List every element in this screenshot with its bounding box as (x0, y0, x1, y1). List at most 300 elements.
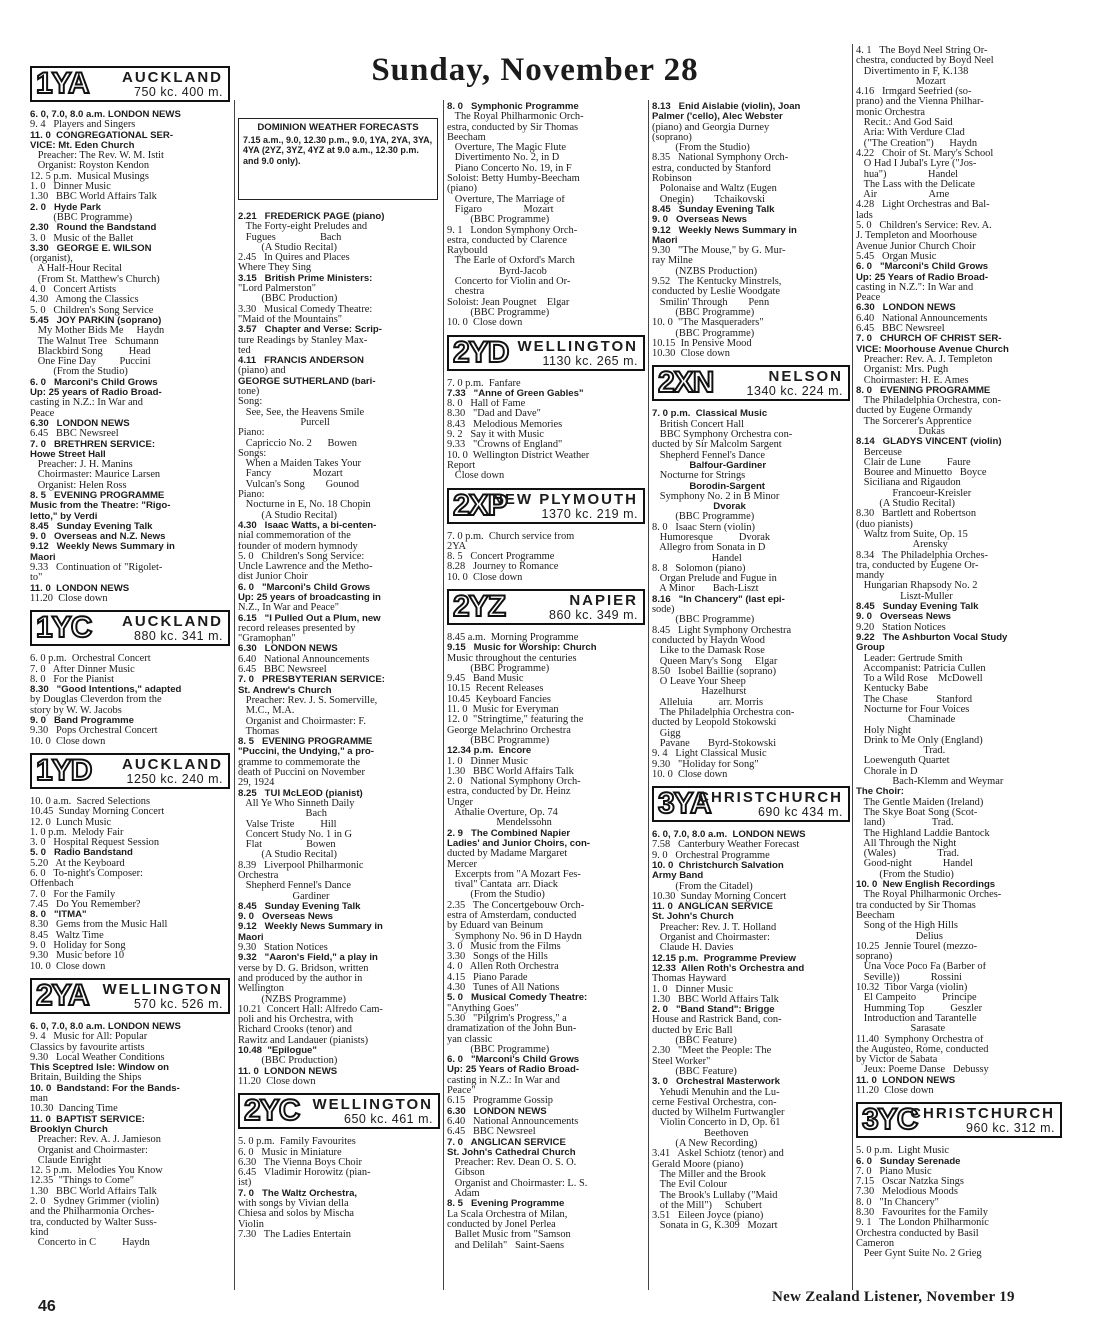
schedule-line: Organ Prelude and Fugue in (652, 574, 777, 585)
schedule-line: 2.35 The Concertgebouw Orch- (447, 900, 585, 911)
schedule-line: 10.30 Sunday Morning Concert (652, 891, 787, 902)
schedule-list (447, 633, 645, 1251)
schedule-line: Rawitz and Landauer (pianists) (238, 1035, 369, 1046)
schedule-line: 12. 5 p.m. Musical Musings (30, 171, 149, 182)
schedule-line: Blackbird Song Head (30, 346, 151, 357)
schedule-line: 29, 1924 (238, 778, 275, 789)
schedule-line: Group (856, 643, 885, 654)
schedule-line: 2.30 "Meet the People: The (652, 1046, 772, 1057)
schedule-line: lads (856, 210, 873, 221)
schedule-line: Concert Study No. 1 in G (238, 829, 353, 840)
schedule-line: 5. 0 Children's Service: Rev. A. (856, 221, 992, 232)
schedule-line: man (30, 1094, 48, 1105)
schedule-line: Dukas (856, 426, 945, 437)
schedule-line: Bach (238, 809, 327, 820)
schedule-line: 6.45 Vladimir Horowitz (pian- (238, 1168, 371, 1179)
station-frequency: 1370 kc. 219 m. (541, 506, 638, 521)
station-header-2yc (238, 1093, 440, 1129)
schedule-list (856, 46, 1062, 1096)
schedule-line: 11. 0 LONDON NEWS (30, 583, 130, 594)
schedule-line: 3.30 Musical Comedy Theatre: (238, 304, 373, 315)
schedule-line: 8. 0 "ITMA" (30, 910, 87, 921)
schedule-line: ture Readings by Stanley Max- (238, 335, 368, 346)
schedule-line: A Half-Hour Recital (30, 264, 123, 275)
station-callsign: 1YC (36, 611, 92, 645)
schedule-line: 12. 0 Lunch Music (30, 817, 112, 828)
station-city: NELSON (768, 368, 843, 386)
schedule-line: Pavane Byrd-Stokowski (652, 738, 777, 749)
schedule-line: George Melachrino Orchestra (447, 725, 571, 736)
schedule-line: Divertimento No. 2, in D (447, 153, 560, 164)
schedule-line: Mozart (856, 76, 946, 87)
schedule-line: 8. 0 For the Pianist (30, 674, 114, 685)
schedule-line: 5.30 "Pilgrim's Progress," a (447, 1013, 567, 1024)
schedule-line: 9.12 Weekly News Summary in (652, 225, 797, 236)
schedule-line: 10.32 Tibor Varga (violin) (856, 983, 968, 994)
forecast-title: DOMINION WEATHER FORECASTS (257, 122, 419, 133)
schedule-line: to" (30, 573, 43, 584)
schedule-line: Flat Bowen (238, 840, 336, 851)
schedule-line: 9. 2 Say it with Music (447, 430, 544, 441)
schedule-line: hua") Handel (856, 169, 959, 180)
schedule-line: 3. 0 Orchestral Masterwork (652, 1077, 780, 1088)
schedule-line: Preacher: Rev. J. T. Holland (652, 922, 777, 933)
schedule-line: Good-night Handel (856, 859, 973, 870)
schedule-line: ist) (238, 1178, 252, 1189)
schedule-line: Sarasate (856, 1024, 946, 1035)
schedule-line: 6. 0 Marconi's Child Grows (30, 377, 158, 388)
schedule-line: "Puccini, the Undying," a pro- (238, 747, 374, 758)
schedule-line: Concerto for Violin and Or- (447, 277, 571, 288)
schedule-line: 8.30 "Good Intentions," adapted (30, 685, 182, 696)
schedule-line: 3.51 Eileen Joyce (piano) (652, 1211, 764, 1222)
schedule-line: 11. 0 LONDON NEWS (856, 1075, 956, 1086)
schedule-line: 1. 0 Dinner Music (447, 756, 528, 767)
schedule-line: House and Rastrick Band, con- (652, 1015, 782, 1026)
station-frequency: 650 kc. 461 m. (344, 1112, 433, 1127)
schedule-line: 1.30 BBC World Affairs Talk (30, 1186, 157, 1197)
schedule-line: Peace (30, 408, 55, 419)
schedule-line: Yehudi Menuhin and the Lu- (652, 1087, 780, 1098)
schedule-line: by Eduard van Beinum (447, 921, 544, 932)
schedule-line: Organist and Choirmaster: F. (238, 716, 366, 727)
schedule-line: (BBC Programme) (652, 615, 755, 626)
schedule-list (30, 797, 230, 972)
schedule-line: 5. 0 Children's Song Service: (238, 551, 365, 562)
schedule-line: 6.30 LONDON NEWS (856, 303, 956, 314)
schedule-line: 5.45 Organ Music (856, 251, 937, 262)
schedule-line: 6.40 National Announcements (856, 313, 988, 324)
schedule-line: Leader: Gertrude Smith (856, 653, 963, 664)
schedule-line: 7. 0 After Dinner Music (30, 664, 135, 675)
column-3 (447, 102, 645, 1292)
schedule-line: Waltz from Suite, Op. 15 (856, 529, 968, 540)
schedule-line: Loewenguth Quartet (856, 756, 950, 767)
schedule-line: Cameron (856, 1238, 895, 1249)
schedule-line: 10.30 Dancing Time (30, 1104, 118, 1115)
schedule-line: tra, conducted by Walter Suss- (30, 1217, 157, 1228)
schedule-line: 5. 0 Radio Bandstand (30, 848, 133, 859)
schedule-line: Excerpts from "A Mozart Fes- (447, 869, 581, 880)
schedule-line: Classics by favourite artists (30, 1042, 145, 1053)
schedule-line: (From St. Matthew's Church) (30, 274, 160, 285)
schedule-line: 11. 0 Music for Everyman (447, 705, 559, 716)
schedule-line: Onegin) Tchaikovski (652, 194, 766, 205)
schedule-line: (From the Citadel) (652, 881, 753, 892)
schedule-line: Polonaise and Waltz (Eugen (652, 184, 777, 195)
schedule-line: 8.30 Gems from the Music Hall (30, 920, 168, 931)
schedule-line: Overture, The Magic Flute (447, 143, 566, 154)
schedule-line: When a Maiden Takes Your (238, 459, 361, 470)
schedule-line: 10.45 Keyboard Fancies (447, 694, 551, 705)
schedule-line: Allegro from Sonata in D (652, 543, 766, 554)
station-frequency: 1340 kc. 224 m. (746, 384, 843, 399)
schedule-line: nial commemoration of the (238, 531, 351, 542)
schedule-line: 8.30 "Dad and Dave" (447, 409, 541, 420)
schedule-line: Aria: With Verdure Clad (856, 128, 965, 139)
schedule-line: 10. 0 Close down (30, 961, 106, 972)
forecast-body: 7.15 a.m., 9.0, 12.30 p.m., 9.0, 1YA, 2YA, 3YA, 4YA (2YZ, 3YZ, 4YZ at 9.0 a.m., 12.30 p.m. and 9.0 only). (243, 135, 433, 166)
schedule-line: death of Puccini on November (238, 768, 365, 779)
schedule-line: St. John's Cathedral Church (447, 1147, 576, 1158)
schedule-line: prano) and the Vienna Philhar- (856, 97, 984, 108)
station-callsign: 2XP (453, 488, 507, 522)
schedule-line: 12. 0 "Stringtime," featuring the (447, 715, 584, 726)
schedule-line: Ballet Music from "Samson (447, 1230, 571, 1241)
schedule-line: 8.14 GLADYS VINCENT (violin) (856, 437, 1002, 448)
schedule-list (447, 379, 645, 482)
schedule-line: 9. 0 Overseas News (238, 912, 333, 923)
schedule-line: The Walnut Tree Schumann (30, 336, 159, 347)
schedule-line: Beecham (856, 910, 895, 921)
schedule-line: Organist: Helen Ross (30, 480, 127, 491)
schedule-line: 10.30 Close down (652, 349, 730, 360)
schedule-line: 3.41 Askel Schiotz (tenor) and (652, 1149, 784, 1160)
schedule-line: 7.33 "Anne of Green Gables" (447, 388, 584, 399)
schedule-line: Humming Top Geszler (856, 1003, 983, 1014)
schedule-line: and Delilah" Saint-Saens (447, 1240, 565, 1251)
schedule-line: 3.57 Chapter and Verse: Scrip- (238, 325, 382, 336)
schedule-line: Orchestra conducted by Basil (856, 1228, 979, 1239)
schedule-line: tra, conducted by Eugene Or- (856, 560, 979, 571)
schedule-line: 6. 0 "Marconi's Child Grows (447, 1055, 580, 1066)
schedule-list (652, 830, 850, 1232)
station-header-2yz (447, 589, 645, 625)
column-1 (30, 60, 230, 1300)
schedule-line: (Wales) Trad. (856, 849, 960, 860)
schedule-line: 4. 0 Concert Artists (30, 285, 117, 296)
schedule-line: One Fine Day Puccini (30, 357, 151, 368)
station-frequency: 860 kc. 349 m. (549, 607, 638, 622)
schedule-line: 6. 0 "Marconi's Child Grows (856, 262, 989, 273)
schedule-line: "Anything Goes" (447, 1003, 519, 1014)
schedule-line: Francoeur-Kreisler (856, 488, 972, 499)
schedule-line: 6.45 BBC Newsreel (238, 665, 327, 676)
schedule-line: GEORGE SUTHERLAND (bari- (238, 376, 376, 387)
schedule-line: Army Band (652, 871, 704, 882)
schedule-line: (BBC Programme) (447, 1044, 550, 1055)
schedule-line: Maori (652, 235, 678, 246)
schedule-line: and produced by the author in (238, 973, 363, 984)
schedule-list (856, 1146, 1062, 1259)
station-callsign: 2YD (453, 335, 509, 369)
schedule-line: estra, conducted by Dr. Heinz (447, 787, 571, 798)
schedule-line: ("The Creation") Haydn (856, 138, 978, 149)
station-callsign: 2YZ (453, 589, 506, 623)
schedule-line: Bouree and Minuetto Boyce (856, 468, 987, 479)
schedule-line: Organist: Mrs. Pugh (856, 365, 949, 376)
schedule-line: 7.58 Canterbury Weather Forecast (652, 840, 800, 851)
schedule-line: 10. 0 Bandstand: For the Bands- (30, 1083, 180, 1094)
schedule-line: A Minor Bach-Liszt (652, 584, 759, 595)
schedule-line: BBC Symphony Orchestra con- (652, 430, 793, 441)
station-frequency: 880 kc. 341 m. (134, 629, 223, 644)
schedule-line: ducted by Madame Margaret (447, 849, 568, 860)
schedule-line: Songs: (238, 448, 267, 459)
schedule-line: 8.45 Light Symphony Orchestra (652, 625, 792, 636)
schedule-line: 9.52 The Kentucky Minstrels, (652, 277, 782, 288)
schedule-line: "Lord Palmerston" (238, 284, 317, 295)
schedule-line: Choirmaster: Maurice Larsen (30, 470, 161, 481)
schedule-line: the Augusteo, Rome, conducted (856, 1044, 989, 1055)
schedule-line: 2.30 Round the Bandstand (30, 223, 157, 234)
schedule-list (447, 532, 645, 583)
schedule-line: 8.43 Melodious Memories (447, 419, 563, 430)
schedule-line: 12.33 Allen Roth's Orchestra and (652, 963, 805, 974)
schedule-line: Preacher: J. H. Manins (30, 460, 133, 471)
station-city: WELLINGTON (517, 337, 638, 355)
schedule-line: 6.30 The Vienna Boys Choir (238, 1157, 362, 1168)
schedule-line: 6. 0 p.m. Orchestral Concert (30, 654, 151, 665)
schedule-line: kind (30, 1227, 49, 1238)
schedule-list (30, 110, 230, 604)
schedule-line: Symphony No. 96 in D Haydn (447, 931, 582, 942)
schedule-line: casting in N.Z.: In War and (30, 398, 143, 409)
schedule-line: 12.15 p.m. Programme Preview (652, 953, 796, 964)
schedule-line: El Campeito Principe (856, 993, 977, 1004)
schedule-line: Offenbach (30, 879, 74, 890)
schedule-line: The Lass with the Delicate (856, 179, 975, 190)
schedule-line: Avenue Junior Church Choir (856, 241, 976, 252)
schedule-line: of the Mill") Schubert (652, 1200, 762, 1211)
schedule-line: Soloist: Betty Humby-Beecham (447, 174, 580, 185)
schedule-line: 11.20 Close down (238, 1076, 316, 1087)
schedule-line: 7. 0 For the Family (30, 889, 116, 900)
schedule-line: The Philadelphia Orchestra con- (652, 708, 795, 719)
schedule-line: verse by D. G. Bridson, written (238, 963, 369, 974)
schedule-list (30, 1022, 230, 1249)
schedule-line: Maori (238, 932, 264, 943)
schedule-line: 9.45 Band Music (447, 674, 524, 685)
schedule-line: Overture, The Marriage of (447, 194, 565, 205)
schedule-line: 9.32 "Aaron's Field," a play in (238, 953, 378, 964)
schedule-line: 8.13 Enid Aislabie (violin), Joan (652, 102, 801, 112)
schedule-line: (BBC Programme) (447, 735, 550, 746)
schedule-line: Divertimento in F, K.138 (856, 66, 969, 77)
schedule-line: Unger (447, 797, 473, 808)
page-title: Sunday, November 28 (371, 52, 699, 88)
schedule-line: The Earle of Oxford's March (447, 256, 575, 267)
station-header-1yd (30, 753, 230, 789)
column-rule (648, 100, 649, 1290)
schedule-line: 4. 0 Allen Roth Orchestra (447, 962, 559, 973)
schedule-line: Handel (652, 553, 742, 564)
station-frequency: 750 kc. 400 m. (134, 85, 223, 99)
schedule-line: (duo pianists) (856, 519, 913, 530)
station-city: NAPIER (569, 591, 638, 609)
schedule-line: Chiesa and solos by Mischa (238, 1209, 355, 1220)
schedule-line: Peace (856, 293, 881, 304)
schedule-line: 11.20 Close down (856, 1085, 934, 1096)
schedule-line: estra of Amsterdam, conducted (447, 911, 577, 921)
schedule-line: 6.30 LONDON NEWS (238, 644, 338, 655)
schedule-line: 8. 0 "In Chancery" (856, 1197, 939, 1208)
schedule-line: The Chase Stanford (856, 694, 973, 705)
schedule-line: Preacher: Rev. A. J. Jamieson (30, 1135, 161, 1146)
schedule-line: 4.11 FRANCIS ANDERSON (238, 356, 364, 367)
station-city: CHRISTCHURCH (910, 1105, 1055, 1123)
schedule-line: tone) (238, 387, 260, 398)
column-5 (856, 46, 1062, 1290)
station-callsign: 2YA (36, 978, 89, 1012)
schedule-line: 10.21 Concert Hall: Alfredo Cam- (238, 1004, 383, 1015)
schedule-line: 11. 0 CONGREGATIONAL SER- (30, 130, 174, 141)
schedule-line: Alleluia arr. Morris (652, 697, 764, 708)
schedule-line: monic Orchestra (856, 107, 925, 118)
schedule-line: 7.45 Do You Remember? (30, 899, 141, 910)
schedule-line: Fugues Bach (238, 232, 342, 243)
schedule-line: This Sceptred Isle: Window on (30, 1063, 170, 1074)
schedule-line: Palmer ('cello), Alec Webster (652, 112, 783, 123)
schedule-line: Balfour-Gardiner (652, 460, 767, 471)
schedule-line: Holy Night (856, 725, 911, 736)
schedule-line: 9.33 "Crowns of England" (447, 440, 563, 451)
schedule-line: Preacher: Rev. A. J. Templeton (856, 354, 993, 365)
schedule-line: 9.30 Local Weather Conditions (30, 1052, 165, 1063)
schedule-line: 7. 0 BRETHREN SERVICE: (30, 439, 156, 450)
schedule-line: (From the Studio) (447, 890, 545, 901)
schedule-line: 8.30 Favourites for the Family (856, 1208, 988, 1219)
schedule-line: 6.30 LONDON NEWS (30, 418, 130, 429)
schedule-line: The Gentle Maiden (Ireland) (856, 797, 984, 808)
schedule-line: The Forty-eight Preludes and (238, 222, 368, 233)
station-callsign: 1YD (36, 753, 92, 787)
schedule-line: 8. 0 Symphonic Programme (447, 102, 579, 112)
schedule-line: 9. 0 Band Programme (30, 716, 134, 727)
schedule-line: 9.30 "Holiday for Song" (652, 759, 759, 770)
schedule-line: Like to the Damask Rose (652, 646, 765, 657)
schedule-line: 3.30 Songs of the Hills (447, 952, 548, 963)
schedule-line: 11.20 Close down (30, 593, 108, 604)
schedule-line: 10. 0 Close down (447, 572, 523, 583)
schedule-line: ducted by Eric Ball (652, 1025, 733, 1036)
schedule-line: Claude Enright (30, 1155, 101, 1166)
schedule-line: (BBC Programme) (652, 328, 755, 339)
schedule-line: record releases presented by (238, 623, 356, 634)
column-rule (234, 100, 235, 1290)
schedule-line: 11.40 Symphony Orchestra of (856, 1034, 984, 1045)
schedule-line: Vulcan's Song Gounod (238, 479, 360, 490)
schedule-line: (piano) and (238, 366, 286, 377)
station-header-1yc (30, 610, 230, 646)
schedule-line: Gardiner (238, 891, 330, 902)
schedule-line: Gibson (447, 1168, 485, 1179)
schedule-line: 5.45 JOY PARKIN (soprano) (30, 315, 162, 326)
schedule-line: Close down (447, 471, 505, 482)
schedule-line: Up: 25 years of Radio Broad- (30, 388, 162, 399)
schedule-line: (A Studio Recital) (238, 242, 337, 253)
schedule-line: 10.48 "Epilogue" (238, 1046, 317, 1057)
schedule-line: 10.45 Sunday Morning Concert (30, 807, 165, 818)
schedule-line: 12.35 "Things to Come" (30, 1176, 135, 1187)
schedule-line: mandy (856, 571, 885, 582)
schedule-line: Clair de Lune Faure (856, 457, 971, 468)
schedule-line: 10. 0 Christchurch Salvation (652, 861, 784, 871)
schedule-line: 3.15 British Prime Ministers: (238, 273, 373, 284)
schedule-line: 8. 8 Solomon (piano) (652, 563, 746, 574)
schedule-line: Robinson (652, 174, 692, 185)
schedule-line: 6.40 National Announcements (447, 1116, 579, 1127)
schedule-line: cerne Festival Orchestra, con- (652, 1097, 777, 1108)
schedule-line: "Maid of the Mountains" (238, 314, 343, 325)
schedule-line: Kentucky Babe (856, 684, 929, 695)
schedule-line: (soprano) (652, 132, 692, 143)
schedule-line: To a Wild Rose McDowell (856, 674, 983, 685)
schedule-line: My Mother Bids Me Haydn (30, 326, 165, 337)
schedule-line: (NZBS Production) (652, 266, 758, 277)
schedule-line: The Highland Laddie Bantock (856, 828, 990, 839)
schedule-line: Mercer (447, 859, 477, 870)
schedule-line: Sonata in G, K.309 Mozart (652, 1221, 778, 1232)
schedule-line: 1. 0 Dinner Music (652, 984, 733, 995)
schedule-line: tra conducted by Sir Thomas (856, 900, 976, 911)
schedule-line: Violin (238, 1219, 264, 1230)
schedule-line: 6.45 BBC Newsreel (856, 324, 945, 335)
schedule-line: 10. 0 New English Recordings (856, 880, 996, 891)
station-header-3yc (856, 1102, 1062, 1138)
station-header-2ya (30, 978, 230, 1014)
schedule-line: 7. 0 p.m. Classical Music (652, 409, 768, 420)
schedule-line: 7.30 The Ladies Entertain (238, 1229, 351, 1240)
schedule-line: 2. 0 Hyde Park (30, 202, 101, 213)
schedule-line: sode) (652, 605, 675, 616)
station-header-3ya (652, 786, 850, 822)
schedule-line: Thomas Hayward (652, 974, 727, 985)
schedule-line: 5. 0 Musical Comedy Theatre: (447, 993, 588, 1004)
station-city: AUCKLAND (122, 613, 223, 631)
schedule-line: 9.30 Station Notices (238, 943, 328, 954)
schedule-line: Richard Crooks (tenor) and (238, 1025, 352, 1036)
schedule-line: 8. 0 Hall of Fame (447, 399, 526, 410)
schedule-line: Air Arne (856, 190, 950, 201)
schedule-line: Up: 25 Years of Radio Broad- (856, 272, 989, 283)
station-city: AUCKLAND (122, 755, 223, 773)
schedule-line: 9.30 "The Mouse," by G. Mur- (652, 246, 786, 257)
schedule-line: (BBC Production) (238, 294, 338, 305)
schedule-line: Steel Worker" (652, 1056, 711, 1067)
schedule-line: M.C., M.A. (238, 706, 295, 717)
schedule-line: yan classic (447, 1034, 493, 1045)
schedule-line: 8. 0 Isaac Stern (violin) (652, 522, 756, 533)
schedule-line: (From the Studio) (30, 367, 128, 378)
schedule-line: The Sorcerer's Apprentice (856, 416, 972, 427)
schedule-line: Up: 25 years of broadcasting in (238, 592, 381, 603)
schedule-line: story by W. W. Jacobs (30, 705, 122, 716)
schedule-line: 7. 0 CHURCH OF CHRIST SER- (856, 334, 1002, 345)
schedule-line: Beethoven (652, 1128, 749, 1139)
schedule-line: tival" Cantata arr. Diack (447, 880, 558, 891)
schedule-line: Accompanist: Patricia Cullen (856, 663, 986, 674)
